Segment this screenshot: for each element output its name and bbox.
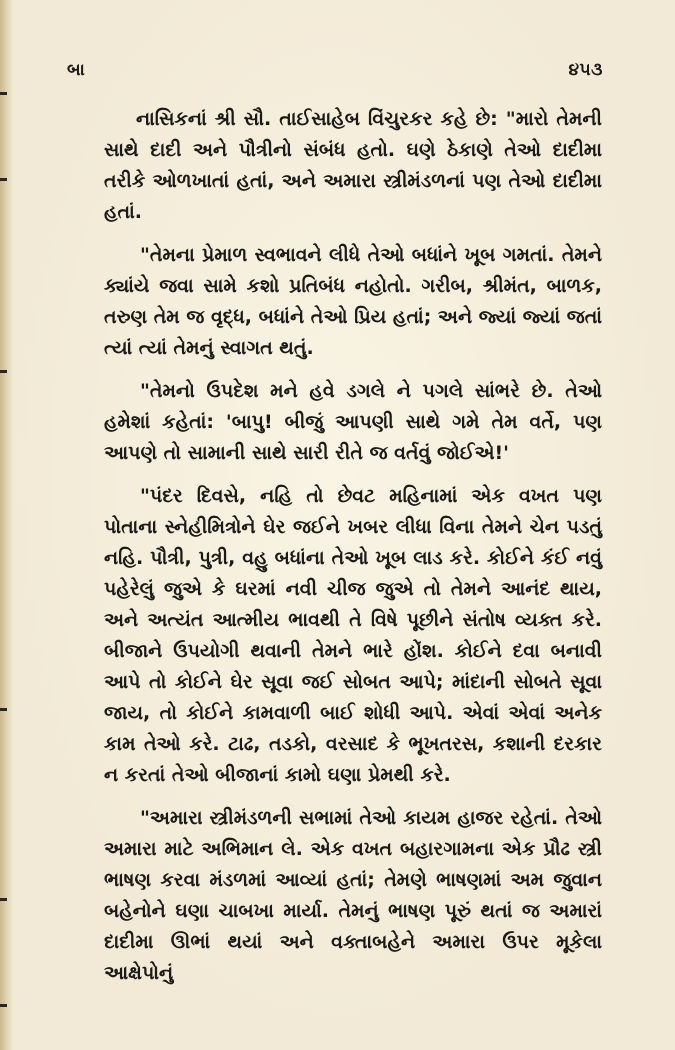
paragraph: "પંદર દિવસે, નહિ તો છેવટ મહિનામાં એક વખત પણ પોતાના સ્નેહીમિત્રોને ઘેર જઈને ખબર લીધા વિના તેમને ચેન પડતું નહિ. પૌત્રી, પુત્રી, વહુ બધાંના તેઓ ખૂબ લાડ કરે. કોઈને કંઈ નવું પહેરેલું જુએ કે ઘરમાં નવી ચીજ જુએ તો તેમને આનંદ થાય, અને અત્યંત આત્મીય ભાવથી તે વિષે પૂછીને સંતોષ વ્યક્ત કરે. બીજાને ઉપયોગી થવાની તેમને ભારે હોંશ. કોઈને દવા બનાવી આપે તો કોઈને ઘેર સૂવા જઈ સોબત આપે; માંદાની સોબતે સૂવા જાય, તો કોઈને કામવાળી બાઈ શોધી આપે. એવાં એવાં અનેક કામ તેઓ કરે. ટાઢ, તડકો, વરસાદ કે ભૂખતરસ, કશાની દરકાર ન કરતાં તેઓ બીજાનાં કામો ઘણા પ્રેમથી કરે. xyxy=(104,485,602,786)
page-number: ૪૫૩ xyxy=(568,60,603,80)
page-binding-edge xyxy=(0,0,14,1050)
edge-mark xyxy=(0,708,7,711)
paragraph: "તેમનો ઉપદેશ મને હવે ડગલે ને પગલે સાંભરે છે. તેઓ હમેશાં કહેતાં: 'બાપુ! બીજું આપણી સાથે ગમે તેમ વર્તે, પણ આપણે તો સામાની સાથે સારી રીતે જ વર્તવું જોઈએ!' xyxy=(104,380,602,464)
paragraph: "અમારા સ્ત્રીમંડળની સભામાં તેઓ કાયમ હાજર રહેતાં. તેઓ અમારા માટે અભિમાન લે. એક વખત બહારગામના એક પ્રૌઢ સ્ત્રી ભાષણ કરવા મંડળમાં આવ્યાં હતાં; તેમણે ભાષણમાં અમ જુવાન બહેનોને ઘણા ચાબખા માર્યા. તેમનું ભાષણ પૂરું થતાં જ અમારાં દાદીમા ઊભાં થયાં અને વક્તાબહેને અમારા ઉપર મૂકેલા આક્ષેપોનું xyxy=(104,807,602,984)
body-text xyxy=(104,104,602,1001)
paragraph: "તેમના પ્રેમાળ સ્વભાવને લીધે તેઓ બધાંને ખૂબ ગમતાં. તેમને ક્યાંયે જવા સામે કશો પ્રતિબંધ નહોતો. ગરીબ, શ્રીમંત, બાળક, તરુણ તેમ જ વૃદ્ધ, બધાંને તેઓ પ્રિય હતાં; અને જ્યાં જ્યાં જતાં ત્યાં ત્યાં તેમનું સ્વાગત થતું. xyxy=(104,244,602,359)
edge-mark xyxy=(0,898,7,901)
edge-mark xyxy=(0,92,7,95)
edge-mark xyxy=(0,178,7,181)
edge-mark xyxy=(0,1004,7,1007)
paragraph: નાસિકનાં શ્રી સૌ. તાઈસાહેબ વિંચુરકર કહે છે: "મારો તેમની સાથે દાદી અને પૌત્રીનો સંબંધ હતો. ઘણે ઠેકાણે તેઓ દાદીમા તરીકે ઓળખાતાં હતાં, અને અમારા સ્ત્રીમંડળનાં પણ તેઓ દાદીમા હતાં. xyxy=(104,108,602,223)
running-header-title: બા xyxy=(67,60,86,80)
edge-mark xyxy=(0,370,7,373)
